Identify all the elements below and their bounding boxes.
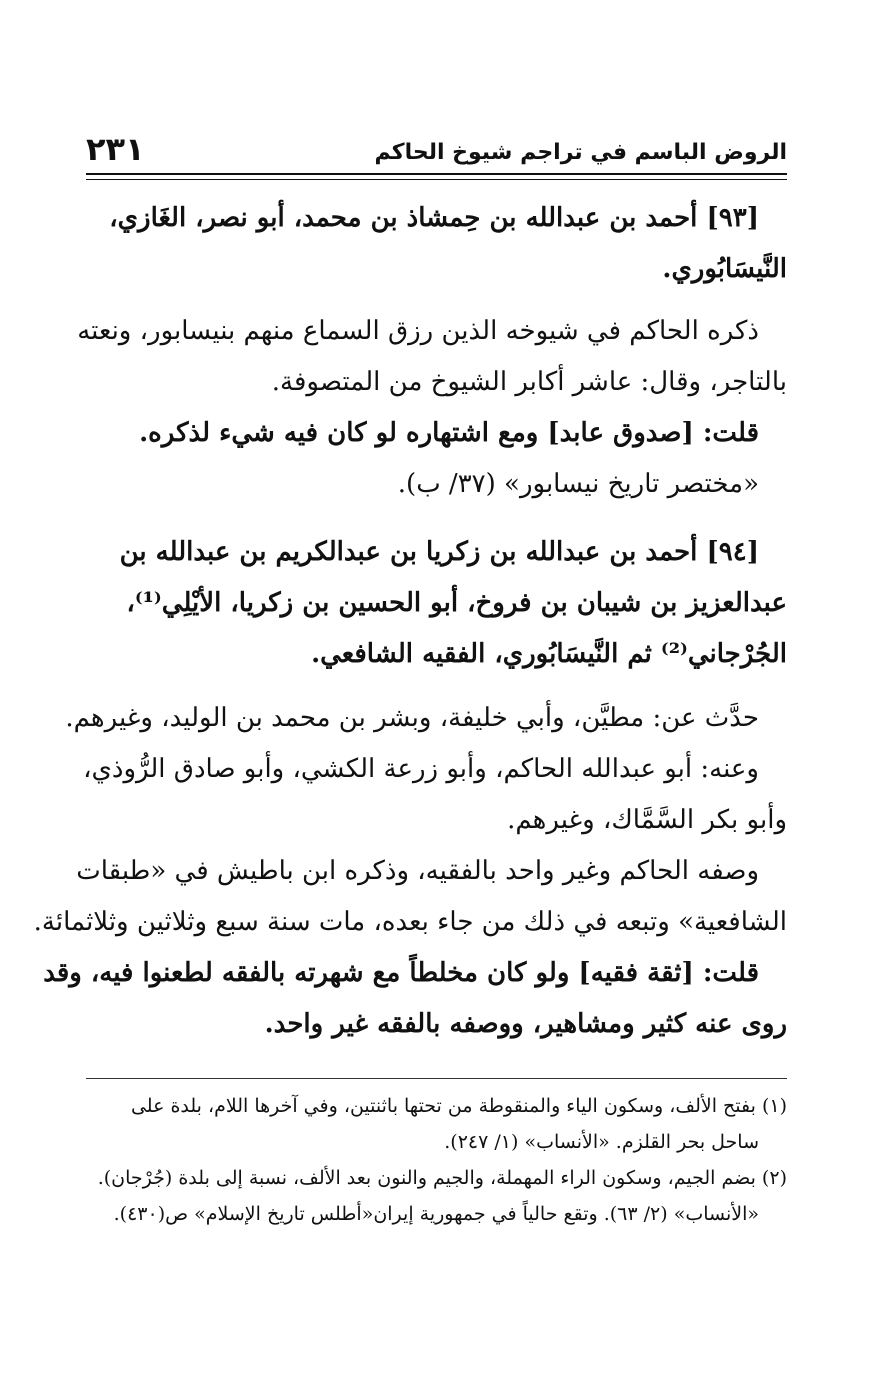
footnote-line: (١) بفتح الألف، وسكون الياء والمنقوطة من تحتها باثنتين، وفي آخرها اللام، بلدة على <box>130 1095 787 1117</box>
body-line: وعنه: أبو عبدالله الحاكم، وأبو زرعة الكشي، وأبو صادق الرُّوذي، <box>83 754 759 784</box>
footnote-line: ساحل بحر القلزم. «الأنساب» (١/ ٢٤٧). <box>444 1131 759 1153</box>
body-line: الشافعية» وتبعه في ذلك من جاء بعده، مات سنة سبع وثلاثين وثلاثمائة. <box>33 907 787 937</box>
footnote-line: (٢) بضم الجيم، وسكون الراء المهملة، والجيم والنون بعد الألف، نسبة إلى بلدة (جُرْجان). <box>97 1167 787 1189</box>
verdict-line: قلت: [ثقة فقيه] ولو كان مخلطاً مع شهرته بالفقه لطعنوا فيه، وقد <box>43 958 759 988</box>
entry-93-body <box>77 306 787 510</box>
entry-heading-line: عبدالعزيز بن شيبان بن فروخ، أبو الحسين بن زكريا، الأيْلِي⁽¹⁾، <box>126 588 787 618</box>
verdict-line: روى عنه كثير ومشاهير، ووصفه بالفقه غير واحد. <box>264 1009 787 1039</box>
body-line: حدَّث عن: مطيَّن، وأبي خليفة، وبشر بن محمد بن الوليد، وغيرهم. <box>65 703 759 733</box>
source-line: «مختصر تاريخ نيسابور» (٣٧/ ب). <box>397 469 759 499</box>
body-line: بالتاجر، وقال: عاشر أكابر الشيوخ من المتصوفة. <box>271 367 787 397</box>
body-line: ذكره الحاكم في شيوخه الذين رزق السماع منهم بنيسابور، ونعته <box>77 316 759 346</box>
header-rule-thick <box>86 173 787 175</box>
entry-heading-line: [٩٣] أحمد بن عبدالله بن حِمشاذ بن محمد، أبو نصر، الغَازي، <box>109 203 759 233</box>
running-title: الروض الباسم في تراجم شيوخ الحاكم <box>374 140 787 165</box>
page-number: ٢٣١ <box>86 130 145 168</box>
page-header <box>86 126 787 170</box>
footnotes <box>86 1088 787 1232</box>
entry-94-body <box>33 693 787 1050</box>
entry-heading-line: [٩٤] أحمد بن عبدالله بن زكريا بن عبدالكريم بن عبدالله بن <box>119 537 759 567</box>
verdict-line: قلت: [صدوق عابد] ومع اشتهاره لو كان فيه شيء لذكره. <box>139 418 759 448</box>
body-line: وصفه الحاكم وغير واحد بالفقيه، وذكره ابن باطيش في «طبقات <box>76 856 759 886</box>
footnote-separator <box>86 1078 787 1079</box>
body-line: وأبو بكر السَّمَّاك، وغيرهم. <box>507 805 787 835</box>
footnote-line: «الأنساب» (٢/ ٦٣). وتقع حالياً في جمهورية إيران«أطلس تاريخ الإسلام» ص(٤٣٠). <box>113 1203 759 1225</box>
entry-heading-line: الجُرْجاني⁽²⁾ ثم النَّيسَابُوري، الفقيه الشافعي. <box>311 639 787 669</box>
entry-93-heading <box>86 193 787 295</box>
entry-heading-line: النَّيسَابُوري. <box>662 254 787 284</box>
entry-94-heading <box>86 527 787 680</box>
header-rule-thin <box>86 179 787 180</box>
